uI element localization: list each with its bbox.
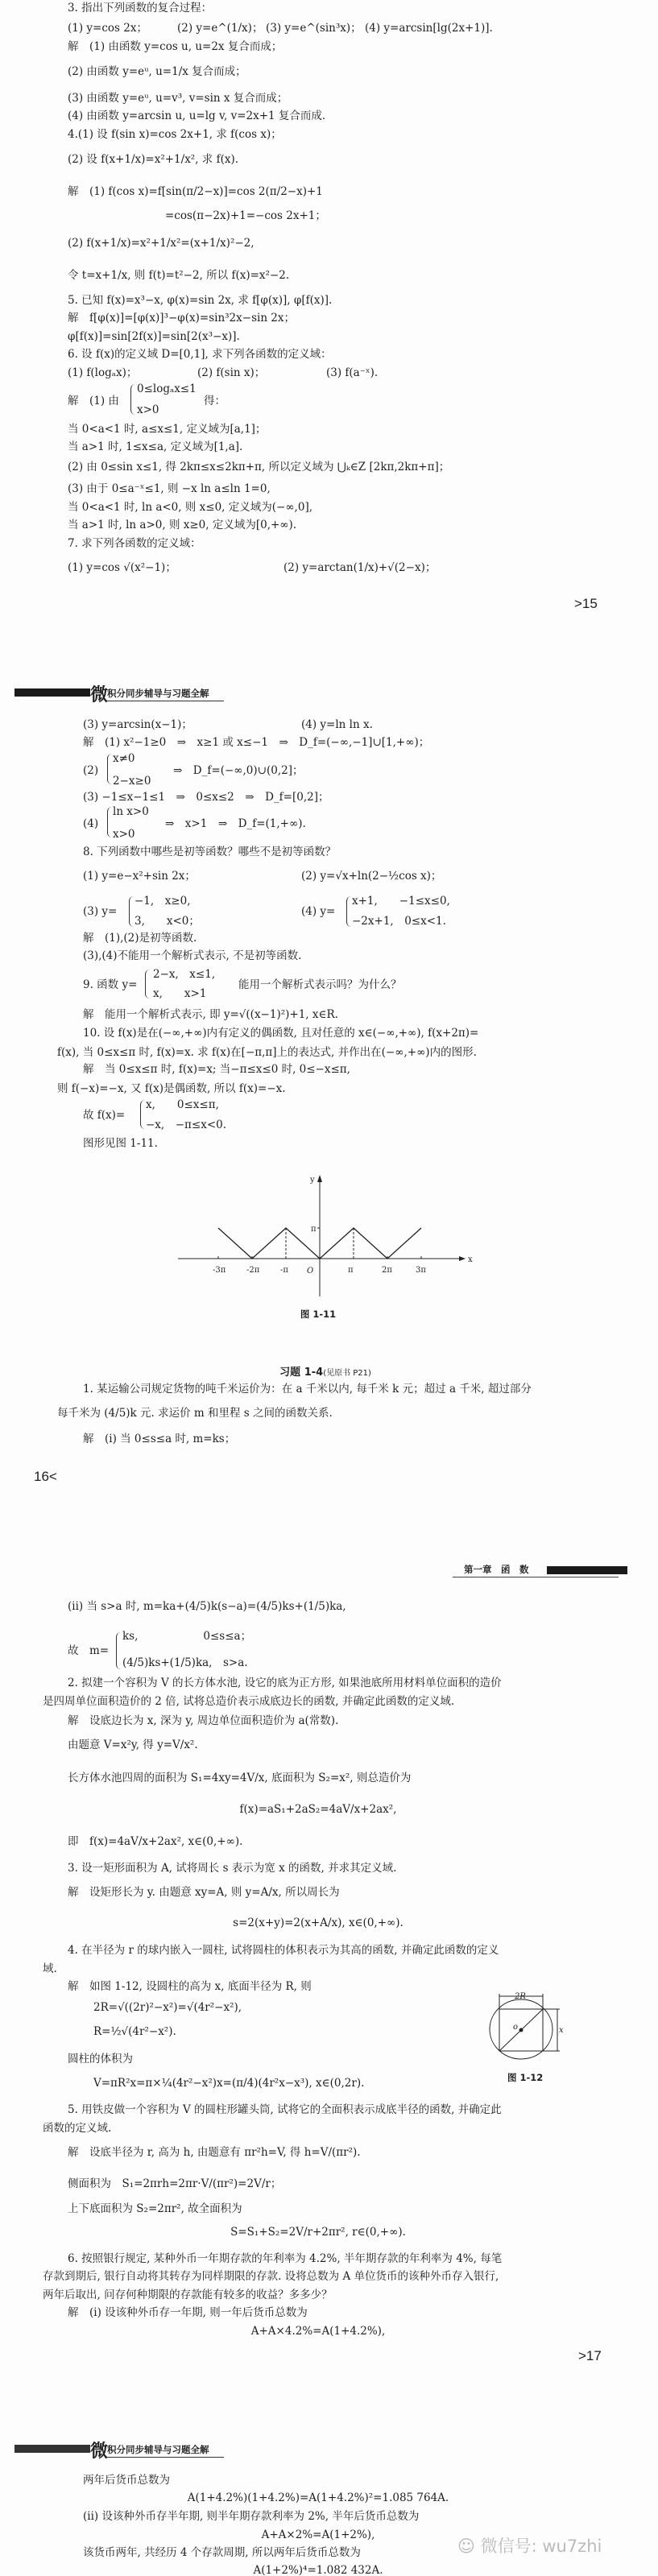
solution-line: 解 (i) 设该种外币存一年期, 则一年后货币总数为 bbox=[68, 2306, 308, 2319]
problem-7-item-4: (4) y=ln ln x. bbox=[301, 718, 373, 731]
exercise-2-text: 是四周单位面积造价的 2 倍, 试将总造价表示成底边长的函数, 并确定此函数的定义域. bbox=[43, 1695, 455, 1708]
solution-line: (3),(4)不能用一个解析式表示, 不是初等函数. bbox=[83, 949, 302, 962]
solution-line: 解 设底边长为 x, 深为 y, 周边单位面积造价为 a(常数). bbox=[68, 1714, 339, 1727]
problem-8-title: 8. 下列函数中哪些是初等函数？哪些不是初等函数？ bbox=[83, 846, 337, 858]
solution-line: (2) 由函数 y=eᵘ, u=1/x 复合而成； bbox=[68, 65, 246, 78]
equation: R=½√(4r²−x²). bbox=[93, 2025, 176, 2038]
center-label: o bbox=[513, 2023, 519, 2032]
problem-7-title: 7. 求下列各函数的定义域： bbox=[68, 537, 201, 550]
x-tick-label: -3π bbox=[213, 1266, 226, 1275]
solution-line: 则 f(−x)=−x, 又 f(x)是偶函数, 所以 f(x)=−x. bbox=[57, 1082, 286, 1095]
solution-line: 解 设矩形长为 y. 由题意 xy=A, 则 y=A/x, 所以周长为 bbox=[68, 1886, 340, 1899]
x-axis-arrow-icon bbox=[459, 1256, 466, 1261]
problem-7-item-3: (3) y=arcsin(x−1)； bbox=[83, 718, 192, 731]
solution-line: 解 如图 1-12, 设圆柱的高为 x, 底面半径为 R, 则 bbox=[68, 1980, 312, 1993]
solution-line: 令 t=x+1/x, 则 f(t)=t²−2, 所以 f(x)=x²−2. bbox=[68, 269, 290, 282]
solution-line: 解 能用一个解析式表示, 即 y=√((x−1)²)+1, x∈R. bbox=[83, 1008, 338, 1021]
condition: x+1, −1≤x≤0, bbox=[352, 895, 450, 908]
problem-7-item-1: (1) y=cos √(x²−1)； bbox=[68, 561, 176, 574]
solution-line: 解 当 0≤x≤π 时, f(x)=x; 当−π≤x≤0 时, 0≤−x≤π, bbox=[83, 1063, 350, 1076]
condition: −1, x≥0, bbox=[134, 895, 191, 908]
solution-line: 图形见图 1-11. bbox=[83, 1137, 158, 1150]
problem-6-title: 6. 设 f(x)的定义域 D=[0,1], 求下列各函数的定义域： bbox=[68, 348, 332, 361]
problem-5-title: 5. 已知 f(x)=x³−x, φ(x)=sin 2x, 求 f[φ(x)], φ[f(x)]. bbox=[68, 294, 333, 307]
solution-line: (3) 由函数 y=eᵘ, u=v³, v=sin x 复合而成； bbox=[68, 92, 288, 105]
equation: 2R=√((2r)²−x²)=√(4r²−x²), bbox=[93, 2001, 242, 2014]
problem-6-item-1: (1) f(logₐx)； bbox=[68, 366, 138, 379]
solution-text: ⇒ x>1 ⇒ D_f=(1,+∞). bbox=[165, 817, 306, 830]
condition: 3, x<0； bbox=[134, 915, 200, 928]
problem-8-item-4: (4) y= bbox=[301, 905, 336, 918]
condition: x, 0≤x≤π, bbox=[146, 1098, 219, 1111]
page-number: 16< bbox=[34, 1469, 57, 1484]
solution-line: 当 a>1 时, ln a>0, 则 x≥0, 定义域为[0,+∞). bbox=[68, 519, 297, 531]
equation: s=2(x+y)=2(x+A/x), x∈(0,+∞). bbox=[233, 1916, 403, 1929]
solution-line: 当 0<a<1 时, a≤x≤1, 定义域为[a,1]； bbox=[68, 423, 267, 436]
x-tick-label: π bbox=[348, 1266, 354, 1275]
solution-line: 当 a>1 时, 1≤x≤a, 定义域为[1,a]. bbox=[68, 440, 243, 453]
condition: −x, −π≤x<0. bbox=[146, 1118, 227, 1131]
page-number: >17 bbox=[578, 2348, 602, 2363]
solution-line: (3) −1≤x−1≤1 ⇒ 0≤x≤2 ⇒ D_f=[0,2]； bbox=[83, 791, 329, 804]
condition: x≠0 bbox=[113, 752, 135, 765]
solution-line: 侧面积为 S₁=2πrh=2πr·V/(πr²)=2V/r； bbox=[68, 2177, 282, 2190]
equation: A(1+2%)⁴=1.082 432A. bbox=[253, 2564, 383, 2576]
equation: S=S₁+S₂=2V/r+2πr², r∈(0,+∞). bbox=[230, 2226, 406, 2239]
problem-8-item-3: (3) y= bbox=[83, 905, 118, 918]
solution-line: 上下底面积为 S₂=2πr², 故全面积为 bbox=[68, 2202, 242, 2215]
solution-text: ⇒ D_f=(−∞,0)∪(0,2]； bbox=[173, 764, 304, 777]
solution-line: 解 (1) x²−1≥0 ⇒ x≥1 或 x≤−1 ⇒ D_f=(−∞,−1]∪[1,+∞)； bbox=[83, 736, 430, 749]
solution-line: 由题意 V=x²y, 得 y=V/x². bbox=[68, 1739, 198, 1751]
equation: A+A×2%=A(1+2%), bbox=[261, 2528, 375, 2541]
condition: −2x+1, 0≤x<1. bbox=[352, 915, 446, 928]
solution-line: 解 (1),(2)是初等函数. bbox=[83, 932, 197, 945]
condition: x>0 bbox=[137, 403, 159, 416]
section-title-text: 习题 1-4 bbox=[279, 1367, 324, 1379]
equation: V=πR²x=π×¼(4r²−x²)x=(π/4)(4r²x−x³), x∈(0,2r). bbox=[93, 2077, 365, 2090]
problem-6-item-3: (3) f(a⁻ˣ). bbox=[326, 366, 379, 379]
problem-9-title: 9. 函数 y= bbox=[83, 978, 138, 991]
solution-line: 解 (1) 由 bbox=[68, 395, 119, 407]
solution-text: (4) bbox=[83, 817, 99, 830]
header-title: 积分同步辅导与习题全解 bbox=[107, 2443, 224, 2458]
condition: ln x>0 bbox=[113, 805, 149, 818]
equation: A+A×4.2%=A(1+4.2%), bbox=[250, 2325, 386, 2338]
exercise-6-title: 6. 按照银行规定, 某种外币一年期存款的年利率为 4.2%, 半年期存款的年利率为 4%, 每笔 bbox=[68, 2252, 503, 2265]
condition: (4/5)ks+(1/5)ka, s>a. bbox=[122, 1656, 248, 1669]
problem-10-title: 10. 设 f(x)是在(−∞,+∞)内有定义的偶函数, 且对任意的 x∈(−∞,+∞), f(x+2π)= bbox=[83, 1027, 479, 1040]
x-tick-label: -2π bbox=[246, 1266, 260, 1275]
problem-3-item-4: (4) y=arcsin[lg(2x+1)]. bbox=[365, 22, 493, 35]
watermark-text: 微信号: wu7zhi bbox=[480, 2537, 602, 2556]
problem-7-item-2: (2) y=arctan(1/x)+√(2−x)； bbox=[283, 561, 437, 574]
solution-text: 故 f(x)= bbox=[83, 1109, 126, 1122]
solution-line: (ii) 设该种外币存半年期, 则半年期存款利率为 2%, 半年后货币总数为 bbox=[83, 2510, 420, 2523]
figure-caption: 图 1-12 bbox=[507, 2072, 544, 2083]
figure-caption: 图 1-11 bbox=[300, 1309, 337, 1320]
origin-label: O bbox=[307, 1267, 314, 1276]
solution-line: (2) 由 0≤sin x≤1, 得 2kπ≤x≤2kπ+π, 所以定义域为 ⋃ₖ∈Z [2kπ,2kπ+π]； bbox=[68, 461, 450, 473]
header-bar bbox=[14, 2445, 90, 2453]
solution-line: 解 (i) 当 0≤s≤a 时, m=ks； bbox=[83, 1433, 236, 1445]
problem-6-item-2: (2) f(sin x)； bbox=[197, 366, 266, 379]
problem-9-question: 能用一个解析式表示吗？为什么？ bbox=[238, 978, 402, 991]
header-bar bbox=[547, 1566, 627, 1574]
exercise-4-text: 域. bbox=[43, 1962, 57, 1975]
solution-line: φ[f(x)]=sin[2f(x)]=sin[2(x³−x)]. bbox=[68, 330, 240, 343]
exercise-2-title: 2. 拟建一个容积为 V 的长方体水池, 设它的底为正方形, 如果池底所用材料单位面积的造价 bbox=[68, 1677, 502, 1689]
header-title: 积分同步辅导与习题全解 bbox=[107, 687, 224, 701]
chapter-title: 第一章 函 数 bbox=[464, 1564, 529, 1575]
solution-line: 圆柱的体积为 bbox=[68, 2053, 133, 2065]
solution-line: 两年后货币总数为 bbox=[83, 2474, 170, 2487]
problem-3-item-2: (2) y=e^(1/x)； bbox=[177, 22, 263, 35]
x-axis-label: x bbox=[468, 1255, 473, 1264]
x-tick-label: 3π bbox=[416, 1266, 426, 1275]
exercise-6-text: 两年后取出, 问存何种期限的存款能有较多的收益？多多少？ bbox=[43, 2289, 333, 2301]
x-tick-label: 2π bbox=[382, 1266, 392, 1275]
page-number: >15 bbox=[574, 596, 598, 611]
exercise-1-title: 1. 某运输公司规定货物的吨千米运价为：在 a 千米以内, 每千米 k 元；超过 a 千米, 超过部分 bbox=[83, 1383, 532, 1396]
section-reference: (见原书 P21) bbox=[323, 1369, 371, 1378]
problem-3-item-1: (1) y=cos 2x； bbox=[68, 22, 147, 35]
problem-4-part-2: (2) 设 f(x+1/x)=x²+1/x², 求 f(x). bbox=[68, 153, 239, 166]
solution-line: (2) f(x+1/x)=x²+1/x²=(x+1/x)²−2, bbox=[68, 237, 255, 250]
solution-text: 故 m= bbox=[68, 1644, 110, 1657]
solution-line: (3) 由于 0≤a⁻ˣ≤1, 则 −x ln a≤ln 1=0, bbox=[68, 482, 271, 495]
problem-10-text: f(x), 当 0≤x≤π 时, f(x)=x. 求 f(x)在[−π,π]上的表达式, 并作出在(−∞,+∞)内的图形. bbox=[57, 1046, 477, 1059]
exercise-5-text: 函数的定义域. bbox=[43, 2122, 112, 2135]
condition: x, x>1 bbox=[153, 987, 207, 1000]
wechat-watermark bbox=[457, 2533, 602, 2557]
equation: f(x)=aS₁+2aS₂=4aV/x+2ax², bbox=[239, 1803, 397, 1816]
problem-3-title: 3. 指出下列函数的复合过程： bbox=[68, 2, 213, 14]
figure-1-12-diagram bbox=[479, 1989, 572, 2069]
header-mark: 微 bbox=[90, 684, 109, 705]
height-label: x bbox=[559, 2026, 564, 2035]
y-tick-label: π bbox=[311, 1225, 317, 1234]
condition: 0≤logₐx≤1 bbox=[137, 382, 197, 395]
x-tick-label: -π bbox=[280, 1266, 288, 1275]
equation: A(1+4.2%)(1+4.2%)=A(1+4.2%)²=1.085 764A. bbox=[187, 2491, 449, 2504]
header-mark: 微 bbox=[90, 2441, 109, 2462]
exercise-5-title: 5. 用铁皮做一个容积为 V 的圆柱形罐头筒, 试将它的全面积表示成底半径的函数, 并确定此 bbox=[68, 2103, 502, 2116]
y-axis-label: y bbox=[310, 1176, 315, 1185]
solution-line: 即 f(x)=4aV/x+2ax², x∈(0,+∞). bbox=[68, 1835, 243, 1848]
y-axis-arrow-icon bbox=[317, 1175, 322, 1182]
condition: 2−x, x≤1, bbox=[153, 968, 216, 981]
exercise-3-title: 3. 设一矩形面积为 A, 试将周长 s 表示为宽 x 的函数, 并求其定义域. bbox=[68, 1862, 397, 1875]
problem-4-title: 4.(1) 设 f(sin x)=cos 2x+1, 求 f(cos x)； bbox=[68, 128, 282, 141]
problem-8-item-1: (1) y=e−x²+sin 2x； bbox=[83, 870, 196, 883]
brace bbox=[116, 1632, 121, 1669]
solution-line: 解 设底半径为 r, 高为 h, 由题意有 πr²h=V, 得 h=V/(πr²). bbox=[68, 2146, 361, 2159]
solution-line: 该货币两年, 共经历 4 个存款周期, 所以两年后货币总数为 bbox=[83, 2546, 361, 2559]
condition: 2−x≥0 bbox=[113, 775, 151, 788]
exercise-6-text: 存款到期后, 银行自动将其转存为同样期限的存款. 设将总数为 A 单位货币的该种外币存入银行, bbox=[43, 2270, 499, 2283]
exercise-4-title: 4. 在半径为 r 的球内嵌入一圆柱, 试将圆柱的体积表示为其高的函数, 并确定此函数的定义 bbox=[68, 1944, 499, 1957]
solution-line: 解 (1) f(cos x)=f[sin(π/2−x)]=cos 2(π/2−x)+1 bbox=[68, 185, 323, 198]
exercise-1-text: 每千米为 (4/5)k 元. 求运价 m 和里程 s 之间的函数关系. bbox=[57, 1407, 333, 1420]
solution-line: 当 0<a<1 时, ln a<0, 则 x≤0, 定义域为(−∞,0], bbox=[68, 501, 313, 514]
center-dot bbox=[519, 2028, 524, 2032]
solution-text: (2) bbox=[83, 764, 99, 777]
condition: x>0 bbox=[113, 828, 135, 841]
solution-line: (ii) 当 s>a 时, m=ka+(4/5)k(s−a)=(4/5)ks+(1/5)ka, bbox=[68, 1600, 346, 1613]
width-label: 2R bbox=[515, 1992, 526, 2001]
solution-line: =cos(π−2x)+1=−cos 2x+1； bbox=[165, 209, 326, 222]
wechat-icon: ☺ bbox=[457, 2537, 481, 2556]
problem-3-item-3: (3) y=e^(sin³x)； bbox=[266, 22, 362, 35]
solution-line: 解 f[φ(x)]=[φ(x)]³−φ(x)=sin³2x−sin 2x； bbox=[68, 312, 296, 325]
solution-line: 长方体水池四周的面积为 S₁=4xy=4V/x, 底面积为 S₂=x², 则总造价为 bbox=[68, 1772, 412, 1784]
problem-8-item-2: (2) y=√x+ln(2−½cos x)； bbox=[301, 870, 442, 883]
solution-line: (4) 由函数 y=arcsin u, u=lg v, v=2x+1 复合而成. bbox=[68, 110, 326, 122]
solution-text: 得： bbox=[204, 395, 226, 407]
condition: ks, 0≤s≤a； bbox=[122, 1630, 252, 1643]
solution-line: 解 (1) 由函数 y=cos u, u=2x 复合而成； bbox=[68, 40, 283, 53]
